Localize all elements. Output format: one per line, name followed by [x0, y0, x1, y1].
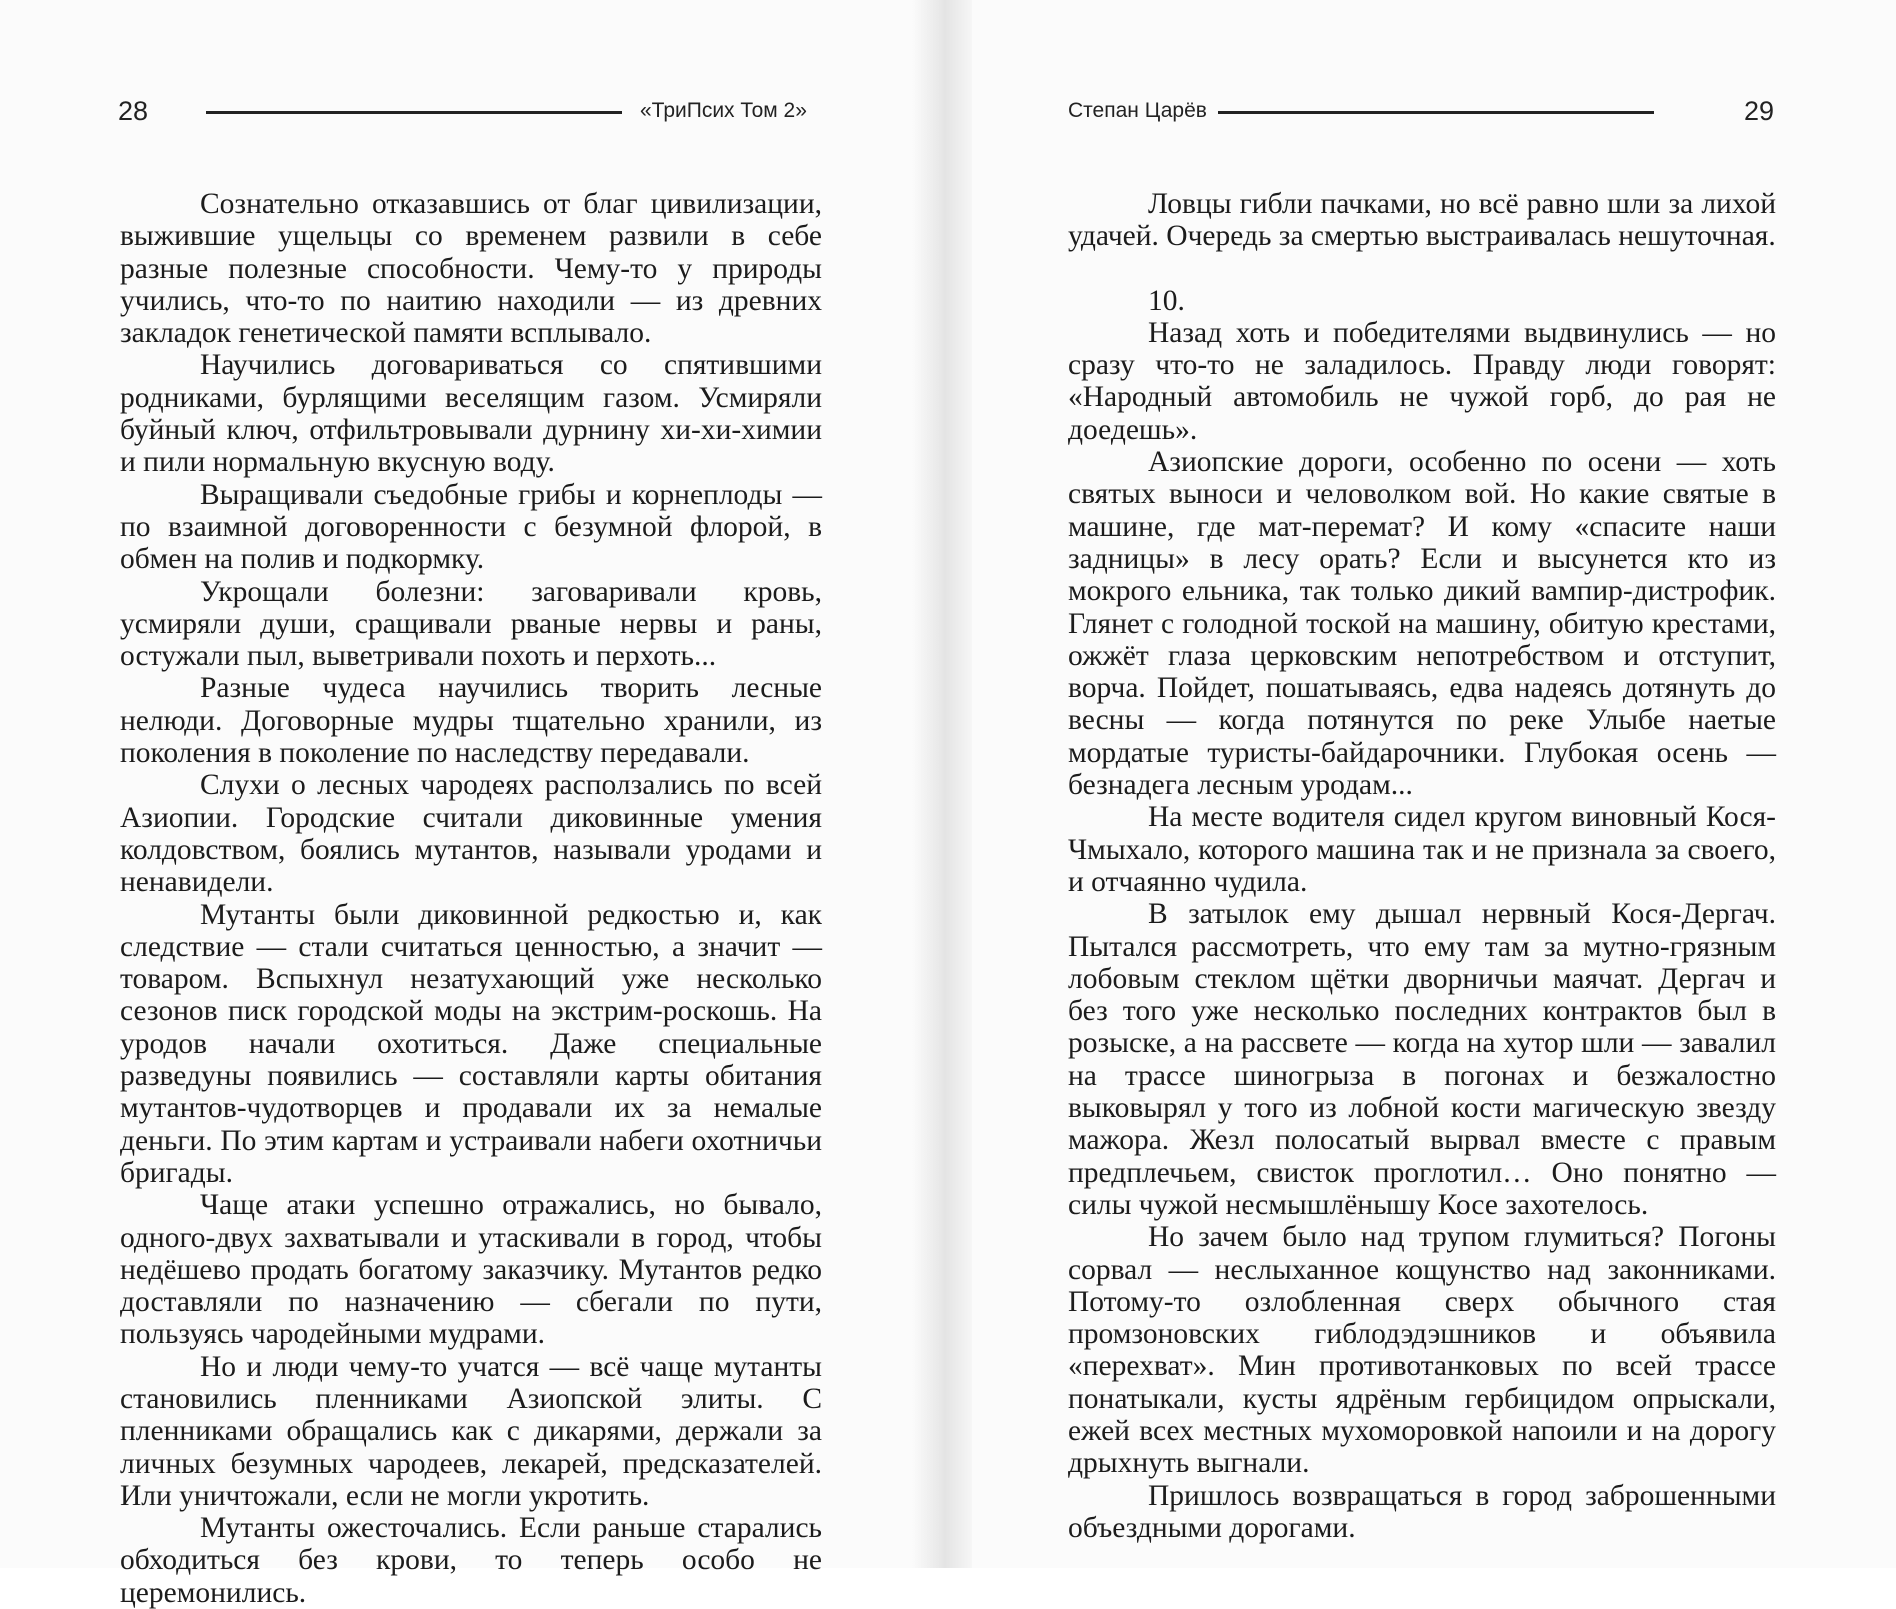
left-page-number: 28	[118, 96, 149, 126]
paragraph: Разные чудеса научились творить лесные нелюди. Договорные мудры тщательно хранили, из поколения в поколение по наследству передавали.	[120, 672, 822, 770]
paragraph: Мутанты ожесточались. Если раньше старались обходиться без крови, то теперь особо не церемонились.	[120, 1512, 822, 1609]
right-page-number: 29	[1744, 96, 1775, 126]
right-running-title: Степан Царёв	[1068, 99, 1207, 122]
paragraph: Укрощали болезни: заговаривали кровь, усмиряли души, сращивали рваные нервы и раны, остужали пыл, выветривали похоть и перхоть...	[120, 575, 822, 673]
right-header-rule	[1218, 111, 1654, 114]
paragraph: Чаще атаки успешно отражались, но бывало, одного-двух захватывали и утаскивали в город, чтобы недёшево продать богатому заказчику. Мутантов редко доставляли по назначению — сбегали по пути, пользуясь чародейными мудрами.	[120, 1189, 822, 1351]
right-page	[964, 0, 1896, 1568]
left-header-rule	[206, 111, 622, 114]
left-page-text	[120, 188, 822, 1609]
left-page-header	[0, 94, 930, 134]
paragraph: Но зачем было над трупом глумиться? Погоны сорвал — неслыханное кощунство над законниками. Потому-то озлобленная сверх обычного стая промзоновских гиблодэдэшников и объявила «перехват». Мин противотанковых по всей трассе понатыкали, кусты ядрёным гербицидом опрыскали, ежей всех местных мухоморовкой напоили и на дорогу дрыхнуть выгнали.	[1068, 1221, 1776, 1480]
paragraph: Выращивали съедобные грибы и корнеплоды — по взаимной договоренности с безумной флорой, в обмен на полив и подкормку.	[120, 478, 822, 576]
paragraph: Но и люди чему-то учатся — всё чаще мутанты становились пленниками Азиопской элиты. С пленниками обращались как с дикарями, держали за личных безумных чародеев, лекарей, предсказателей. Или уничтожали, если не могли укротить.	[120, 1350, 822, 1512]
right-page-header	[964, 94, 1896, 134]
paragraph: В затылок ему дышал нервный Кося-Дергач. Пытался рассмотреть, что ему там за мутно-грязным лобовым стеклом щётки дворничьи маячат. Дергач и без того уже несколько последних контрактов был в розыске, а на рассвете — когда на хутор шли — завалил на трассе шиногрыза в погонах и безжалостно выковырял у того из лобной кости магическую звезду мажора. Жезл полосатый вырвал вместе с правым предплечьем, свисток проглотил… Оно понятно — силы чужой несмышлёнышу Косе захотелось.	[1068, 898, 1776, 1221]
paragraph: Слухи о лесных чародеях расползались по всей Азиопии. Городские считали диковинные умения колдовством, боялись мутантов, называли уродами и ненавидели.	[120, 769, 822, 899]
left-running-title: «ТриПсих Том 2»	[640, 99, 807, 122]
left-page	[0, 0, 930, 1609]
opening-paragraph: Ловцы гибли пачками, но всё равно шли за лихой удачей. Очередь за смертью выстраивалась нешуточная.	[1068, 188, 1776, 253]
paragraph: На месте водителя сидел кругом виновный Кося-Чмыхало, которого машина так и не признала за своего, и отчаянно чудила.	[1068, 801, 1776, 898]
paragraph: Научились договариваться со спятившими родниками, бурлящими веселящим газом. Усмиряли буйный ключ, отфильтровывали дурнину хи-хи-химии и пили нормальную вкусную воду.	[120, 349, 822, 479]
section-number: 10.	[1148, 284, 1185, 317]
paragraph: Мутанты были диковинной редкостью и, как следствие — стали считаться ценностью, а значит — товаром. Вспыхнул незатухающий уже несколько сезонов писк городской моды на экстрим-роскошь. На уродов начали охотиться. Даже специальные разведуны появились — составляли карты обитания мутантов-чудотворцев и продавали их за немалые деньги. По этим картам и устраивали набеги охотничьи бригады.	[120, 898, 822, 1189]
paragraph: Пришлось возвращаться в город заброшенными объездными дорогами.	[1068, 1479, 1776, 1544]
paragraph: Назад хоть и победителями выдвинулись — но сразу что-то не заладилось. Правду люди говорят: «Народный автомобиль не чужой горб, до рая не доедешь».	[1068, 316, 1776, 446]
right-page-text	[1068, 188, 1776, 1544]
paragraph: Сознательно отказавшись от благ цивилизации, выжившие ущельцы со временем развили в себе разные полезные способности. Чему-то у природы учились, что-то по наитию находили — из древних закладок генетической памяти всплывало.	[120, 188, 822, 350]
paragraph: Азиопские дороги, особенно по осени — хоть святых выноси и человолком вой. Но какие святые в машине, где мат-перемат? И кому «спасите наши задницы» в лесу орать? Если и высунется кто из мокрого ельника, так только дикий вампир-дистрофик. Глянет с голодной тоской на машину, обитую крестами, ожжёт глаза церковским непотребством и отступит, ворча. Пойдет, пошатываясь, едва надеясь дотянуть до весны — когда потянутся по реке Улыбе наетые мордатые туристы-байдарочники. Глубокая осень — безнадега лесным уродам...	[1068, 446, 1776, 802]
